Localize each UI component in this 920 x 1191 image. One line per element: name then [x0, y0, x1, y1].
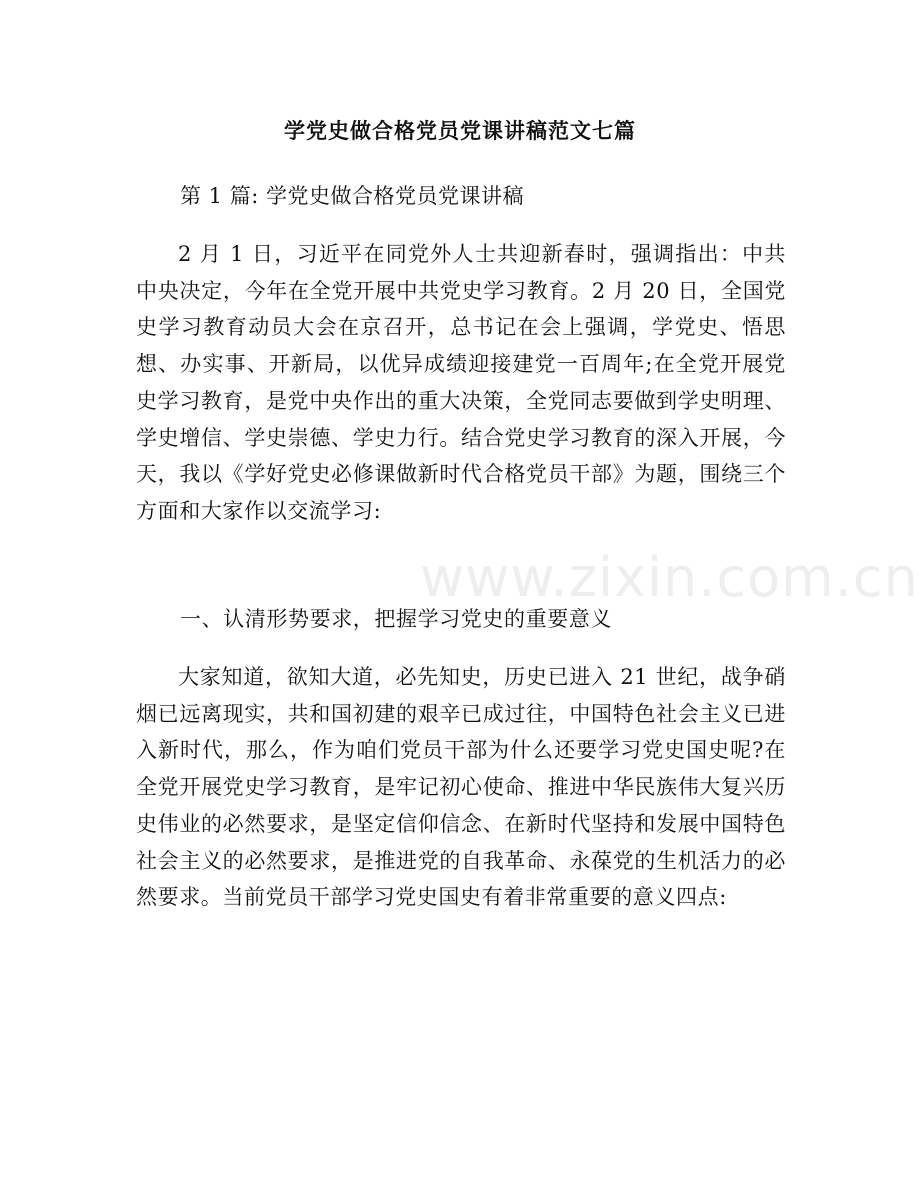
chapter-heading: 第 1 篇: 学党史做合格党员党课讲稿	[180, 184, 524, 208]
document-title: 学党史做合格党员党课讲稿范文七篇	[284, 119, 636, 143]
body-paragraph-1: 2 月 1 日，习近平在同党外人士共迎新春时，强调指出：中共中央决定，今年在全党开展中共党史学习教育。2 月 20 日，全国党史学习教育动员大会在京召开，总书记在会上强调，学党史、悟思想、办实事、开新局，以优异成绩迎接建党一百周年;在全党开展党史学习教育，是党中央作出的重大决策，全党同志要做到学史明理、学史增信、学史崇德、学史力行。结合党史学习教育的深入开展，今天，我以《学好党史必修课做新时代合格党员干部》为题，围绕三个方面和大家作以交流学习:	[136, 242, 786, 523]
section-heading-1: 一、认清形势要求，把握学习党史的重要意义	[180, 607, 612, 631]
body-paragraph-2: 大家知道，欲知大道，必先知史，历史已进入 21 世纪，战争硝烟已远离现实，共和国初建的艰辛已成过往，中国特色社会主义已进入新时代，那么，作为咱们党员干部为什么还要学习党史国史呢?在全党开展党史学习教育，是牢记初心使命、推进中华民族伟大复兴历史伟业的必然要求，是坚定信仰信念、在新时代坚持和发展中国特色社会主义的必然要求，是推进党的自我革命、永葆党的生机活力的必然要求。当前党员干部学习党史国史有着非常重要的意义四点:	[136, 665, 786, 910]
watermark: www.zixin.com.cn	[420, 546, 919, 609]
